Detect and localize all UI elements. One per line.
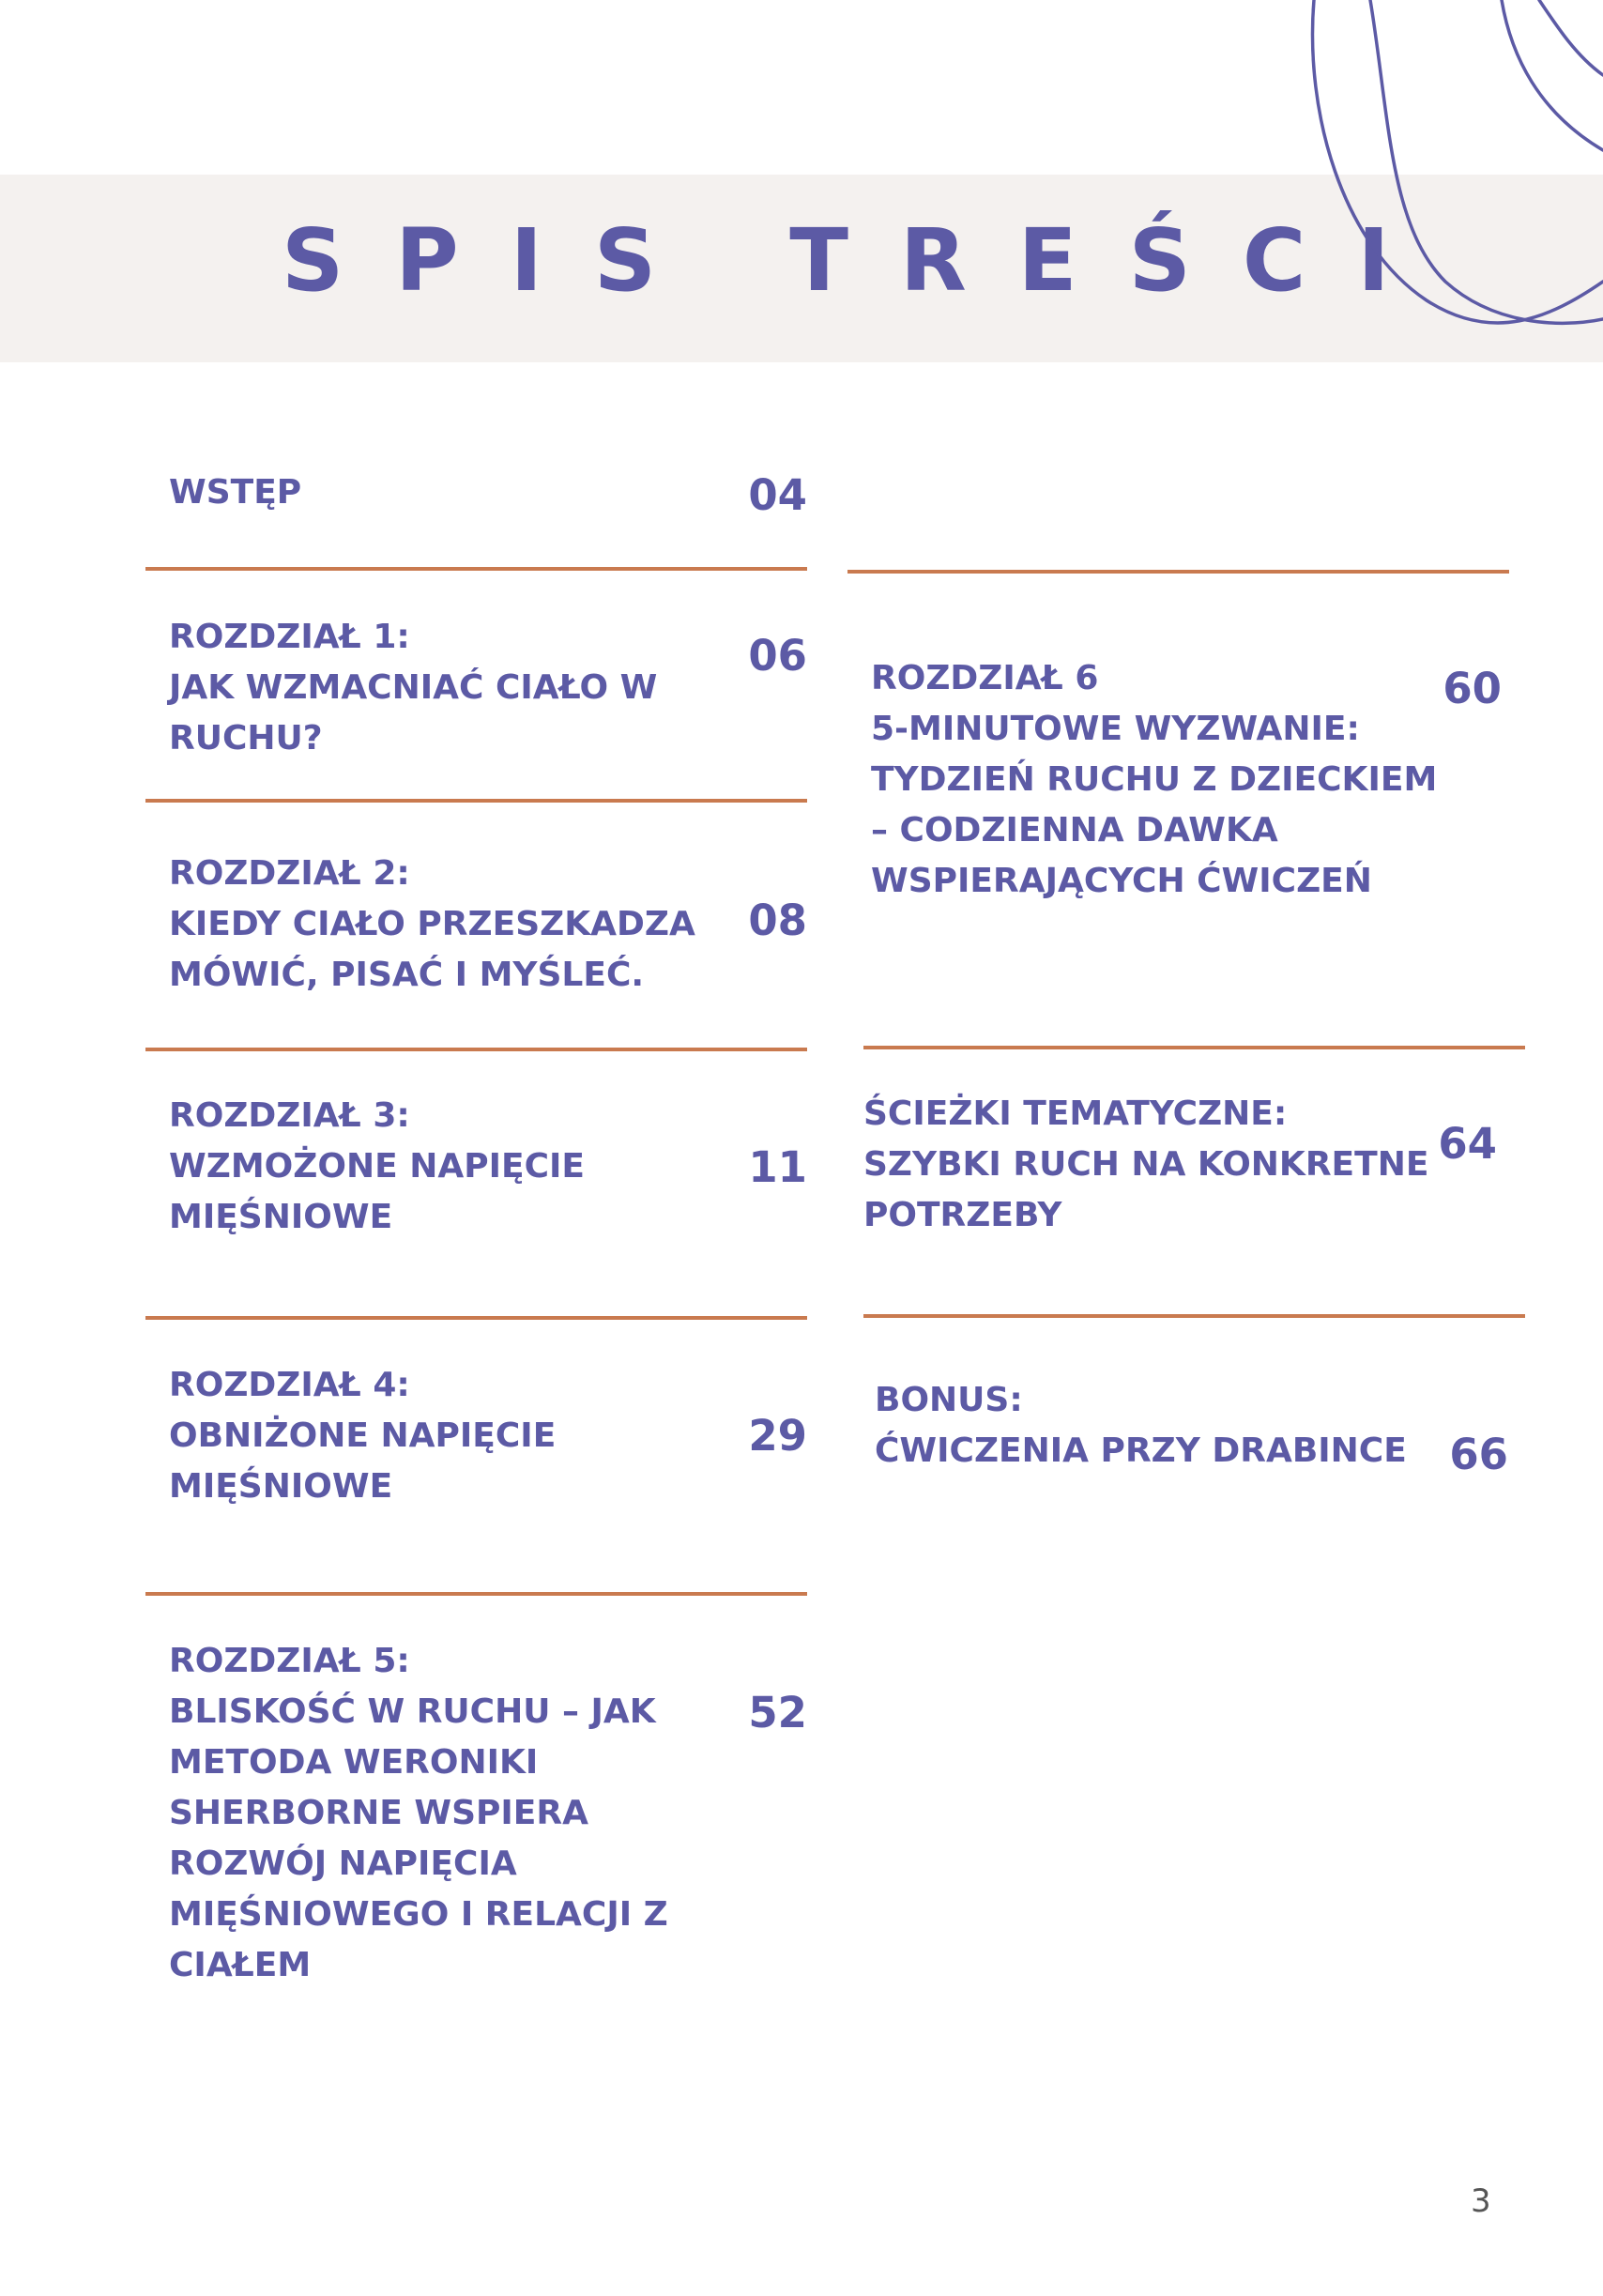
toc-divider	[145, 799, 807, 803]
toc-divider	[145, 567, 807, 571]
toc-entry-chapter-3-label: ROZDZIAŁ 3: WZMOŻONE NAPIĘCIE MIĘŚNIOWE	[169, 1096, 585, 1236]
toc-entry-thematic-paths-label: ŚCIEŻKI TEMATYCZNE: SZYBKI RUCH NA KONKRETNE POTRZEBY	[863, 1094, 1429, 1234]
decorative-line-art	[1286, 0, 1603, 357]
toc-divider	[863, 1314, 1525, 1318]
toc-entry-chapter-4-label: ROZDZIAŁ 4: OBNIŻONE NAPIĘCIE MIĘŚNIOWE	[169, 1366, 557, 1506]
toc-entry-chapter-2-label: ROZDZIAŁ 2: KIEDY CIAŁO PRZESZKADZA MÓWIĆ, PISAĆ I MYŚLEĆ.	[169, 854, 695, 994]
toc-entry-chapter-4-page: 29	[748, 1411, 807, 1461]
toc-entry-chapter-3-page: 11	[748, 1142, 807, 1192]
page-number: 3	[1471, 2182, 1491, 2220]
toc-entry-intro-label: WSTĘP	[169, 473, 302, 512]
toc-divider	[145, 1048, 807, 1051]
toc-entry-intro-page: 04	[748, 470, 807, 520]
toc-entry-thematic-paths-page: 64	[1438, 1119, 1497, 1169]
toc-entry-chapter-5-label: ROZDZIAŁ 5: BLISKOŚĆ W RUCHU – JAK METODA WERONIKI SHERBORNE WSPIERA ROZWÓJ NAPIĘCIA MIĘŚNIOWEGO I RELACJI Z CIAŁEM	[169, 1642, 668, 1984]
toc-entry-chapter-1-label: ROZDZIAŁ 1: JAK WZMACNIAĆ CIAŁO W RUCHU?	[169, 618, 658, 758]
toc-divider	[847, 570, 1509, 574]
toc-entry-chapter-6-label: ROZDZIAŁ 6 5-MINUTOWE WYZWANIE: TYDZIEŃ RUCHU Z DZIECKIEM – CODZIENNA DAWKA WSPIERAJĄCYCH ĆWICZEŃ	[871, 659, 1438, 900]
toc-entry-chapter-2-page: 08	[748, 895, 807, 945]
toc-entry-chapter-5-page: 52	[748, 1688, 807, 1737]
toc-divider	[145, 1592, 807, 1596]
toc-entry-chapter-6-page: 60	[1443, 664, 1502, 713]
toc-entry-chapter-1-page: 06	[748, 631, 807, 681]
toc-divider	[145, 1316, 807, 1320]
toc-divider	[863, 1046, 1525, 1049]
toc-entry-bonus-label: BONUS: ĆWICZENIA PRZY DRABINCE	[875, 1381, 1407, 1470]
page-title: SPIS TREŚCI	[282, 210, 1442, 311]
toc-entry-bonus-page: 66	[1449, 1430, 1508, 1479]
